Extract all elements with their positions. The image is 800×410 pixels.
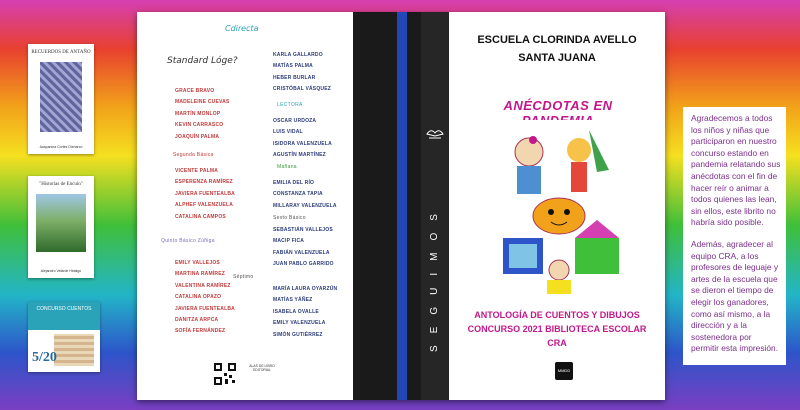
thumbnail-artwork	[54, 334, 94, 366]
book-spine	[353, 12, 449, 400]
winners-list-right-2	[273, 116, 332, 162]
winner-name: JUAN PABLO GARRIDO	[273, 261, 334, 268]
winner-name: MACIP FICA	[273, 238, 305, 245]
book-thumbnail-historias[interactable]	[28, 176, 94, 278]
winner-name: ALPHEF VALENZUELA	[175, 202, 234, 209]
thumbnail-number: 5/20	[32, 350, 57, 365]
winner-name: OSCAR URDOZA	[273, 118, 317, 124]
winner-name: EMILY VALLEJOS	[175, 260, 220, 266]
winners-list-right-4	[273, 225, 334, 271]
winner-name: ISIDORA VALENZUELA	[273, 140, 332, 147]
book-thumbnail-concurso[interactable]	[28, 302, 100, 372]
winners-list-left-2	[175, 166, 235, 223]
winner-name: VALENTINA RAMÍREZ	[175, 282, 231, 289]
school-location: SANTA JUANA	[518, 52, 596, 64]
winner-name: DANITZA ARPCA	[175, 317, 219, 324]
children-drawing-illustration	[489, 120, 629, 294]
winner-name: EMILIA DEL RÍO	[273, 180, 315, 186]
winner-name: MARTÍN MONLOP	[175, 110, 221, 117]
back-scribble: Standard Lóge?	[167, 56, 238, 66]
book-thumbnail-recuerdos[interactable]	[28, 44, 94, 154]
thumbnail-title: RECUERDOS DE ANTAÑO	[31, 50, 91, 55]
category-label: LECTORA	[277, 102, 303, 108]
winner-name: EMILY VALENZUELA	[273, 320, 326, 327]
winner-name: SOFÍA FERNÁNDEZ	[175, 328, 226, 335]
thumbnail-title: "Historias de Encuín"	[39, 182, 83, 187]
book-title: ANÉCDOTAS EN	[503, 98, 613, 113]
winner-name: CATALINA OPAZO	[175, 294, 222, 301]
back-cover	[137, 12, 353, 400]
winner-name: MARÍA LAURA OYARZÚN	[273, 286, 338, 292]
thumbnail-title: CONCURSO CUENTOS	[28, 302, 100, 330]
winner-name: JAVIERA FUENTEALBA	[175, 190, 235, 197]
spine-blue-stripe	[397, 12, 407, 400]
winner-name: ISABELA OVALLE	[273, 308, 319, 315]
winner-name: MILLARAY VALENZUELA	[273, 202, 337, 209]
winner-name: CATALINA CAMPOS	[175, 213, 226, 220]
thumbnail-artwork	[36, 194, 86, 252]
thumbnail-author: Acapanina Cortés Dienarcó	[39, 145, 83, 149]
book-cover-spread	[137, 12, 665, 400]
winner-name: VICENTE PALMA	[175, 168, 219, 174]
qr-code-icon	[213, 362, 237, 386]
category-label: Mañana	[277, 164, 297, 170]
winners-list-left-1	[175, 86, 230, 143]
book-subtitle-line3: CRA	[547, 338, 567, 348]
book-subtitle-line2: CONCURSO 2021 BIBLIOTECA ESCOLAR	[467, 324, 647, 334]
thumbnail-author: Alejandro Velarde Hidalgo	[40, 269, 82, 273]
back-header: Cdirecta	[225, 24, 259, 33]
winner-name: FABIÁN VALENZUELA	[273, 249, 330, 256]
winner-name: MATÍAS PALMA	[273, 63, 313, 70]
publisher-logo: ALAS DE LIBRO EDITORIAL	[249, 364, 275, 372]
category-label: Segunda Básica	[173, 152, 214, 158]
book-bird-icon	[425, 124, 445, 142]
school-name: ESCUELA CLORINDA AVELLO	[477, 34, 637, 46]
winners-list-left-3	[175, 258, 235, 338]
winner-name: MARTINA RAMÍREZ	[175, 271, 226, 278]
winner-name: KARLA GALLARDO	[273, 52, 323, 58]
spine-text-wrapper	[425, 162, 445, 402]
thumbnail-artwork	[40, 62, 82, 132]
winner-name: JOAQUÍN PALMA	[175, 133, 220, 140]
front-cover	[449, 12, 665, 400]
winners-list-right-5	[273, 284, 337, 341]
winners-list-right-1	[273, 50, 331, 96]
category-label: Sexto Básico	[273, 215, 306, 221]
winner-name: JAVIERA FUENTEALBA	[175, 305, 235, 312]
winner-name: LUIS VIDAL	[273, 129, 303, 136]
winner-name: MADELEINE CUEVAS	[175, 99, 230, 106]
winner-name: AGUSTÍN MARTÍNEZ	[273, 152, 326, 159]
winner-name: CONSTANZA TAPIA	[273, 191, 323, 198]
winner-name: ESPERENZA RAMÍREZ	[175, 179, 233, 186]
acknowledgement-note	[683, 107, 786, 365]
spine-title: SEGUIMOS	[429, 202, 440, 352]
note-paragraph-1: Agradecemos a todos los niños y niñas que participaron en nuestro concurso estando en pandemia relatando sus anécdotas con el fin de hacer reír o animar a todos quienes las lean, sin ellos, este librito no habría sido posible.	[691, 113, 781, 228]
category-label: Séptimo	[233, 274, 254, 280]
category-label: Quinto Básico Zúñiga	[161, 238, 215, 244]
book-subtitle-line1: ANTOLOGÍA DE CUENTOS Y DIBUJOS	[474, 310, 640, 320]
winner-name: KEVIN CARRASCO	[175, 122, 224, 129]
publisher-badge: MMDD	[555, 362, 573, 380]
winners-list-right-3	[273, 178, 337, 212]
note-paragraph-2: Además, agradecer al equipo CRA, a los profesores de leguaje y artes de la escuela que se dieron el tiempo de elegir los ganadores, como así mismo, a la dirección y a la sostenedora por permitir esta impresión.	[691, 238, 779, 354]
winner-name: GRACE BRAVO	[175, 88, 215, 94]
winner-name: SEBASTIÁN VALLEJOS	[273, 227, 333, 233]
winner-name: SIMÓN GUTIÉRREZ	[273, 331, 323, 338]
winner-name: HEBER BURLAR	[273, 74, 316, 81]
winner-name: CRISTÓBAL VÁSQUEZ	[273, 86, 332, 93]
winner-name: MATÍAS YÁÑEZ	[273, 297, 313, 304]
